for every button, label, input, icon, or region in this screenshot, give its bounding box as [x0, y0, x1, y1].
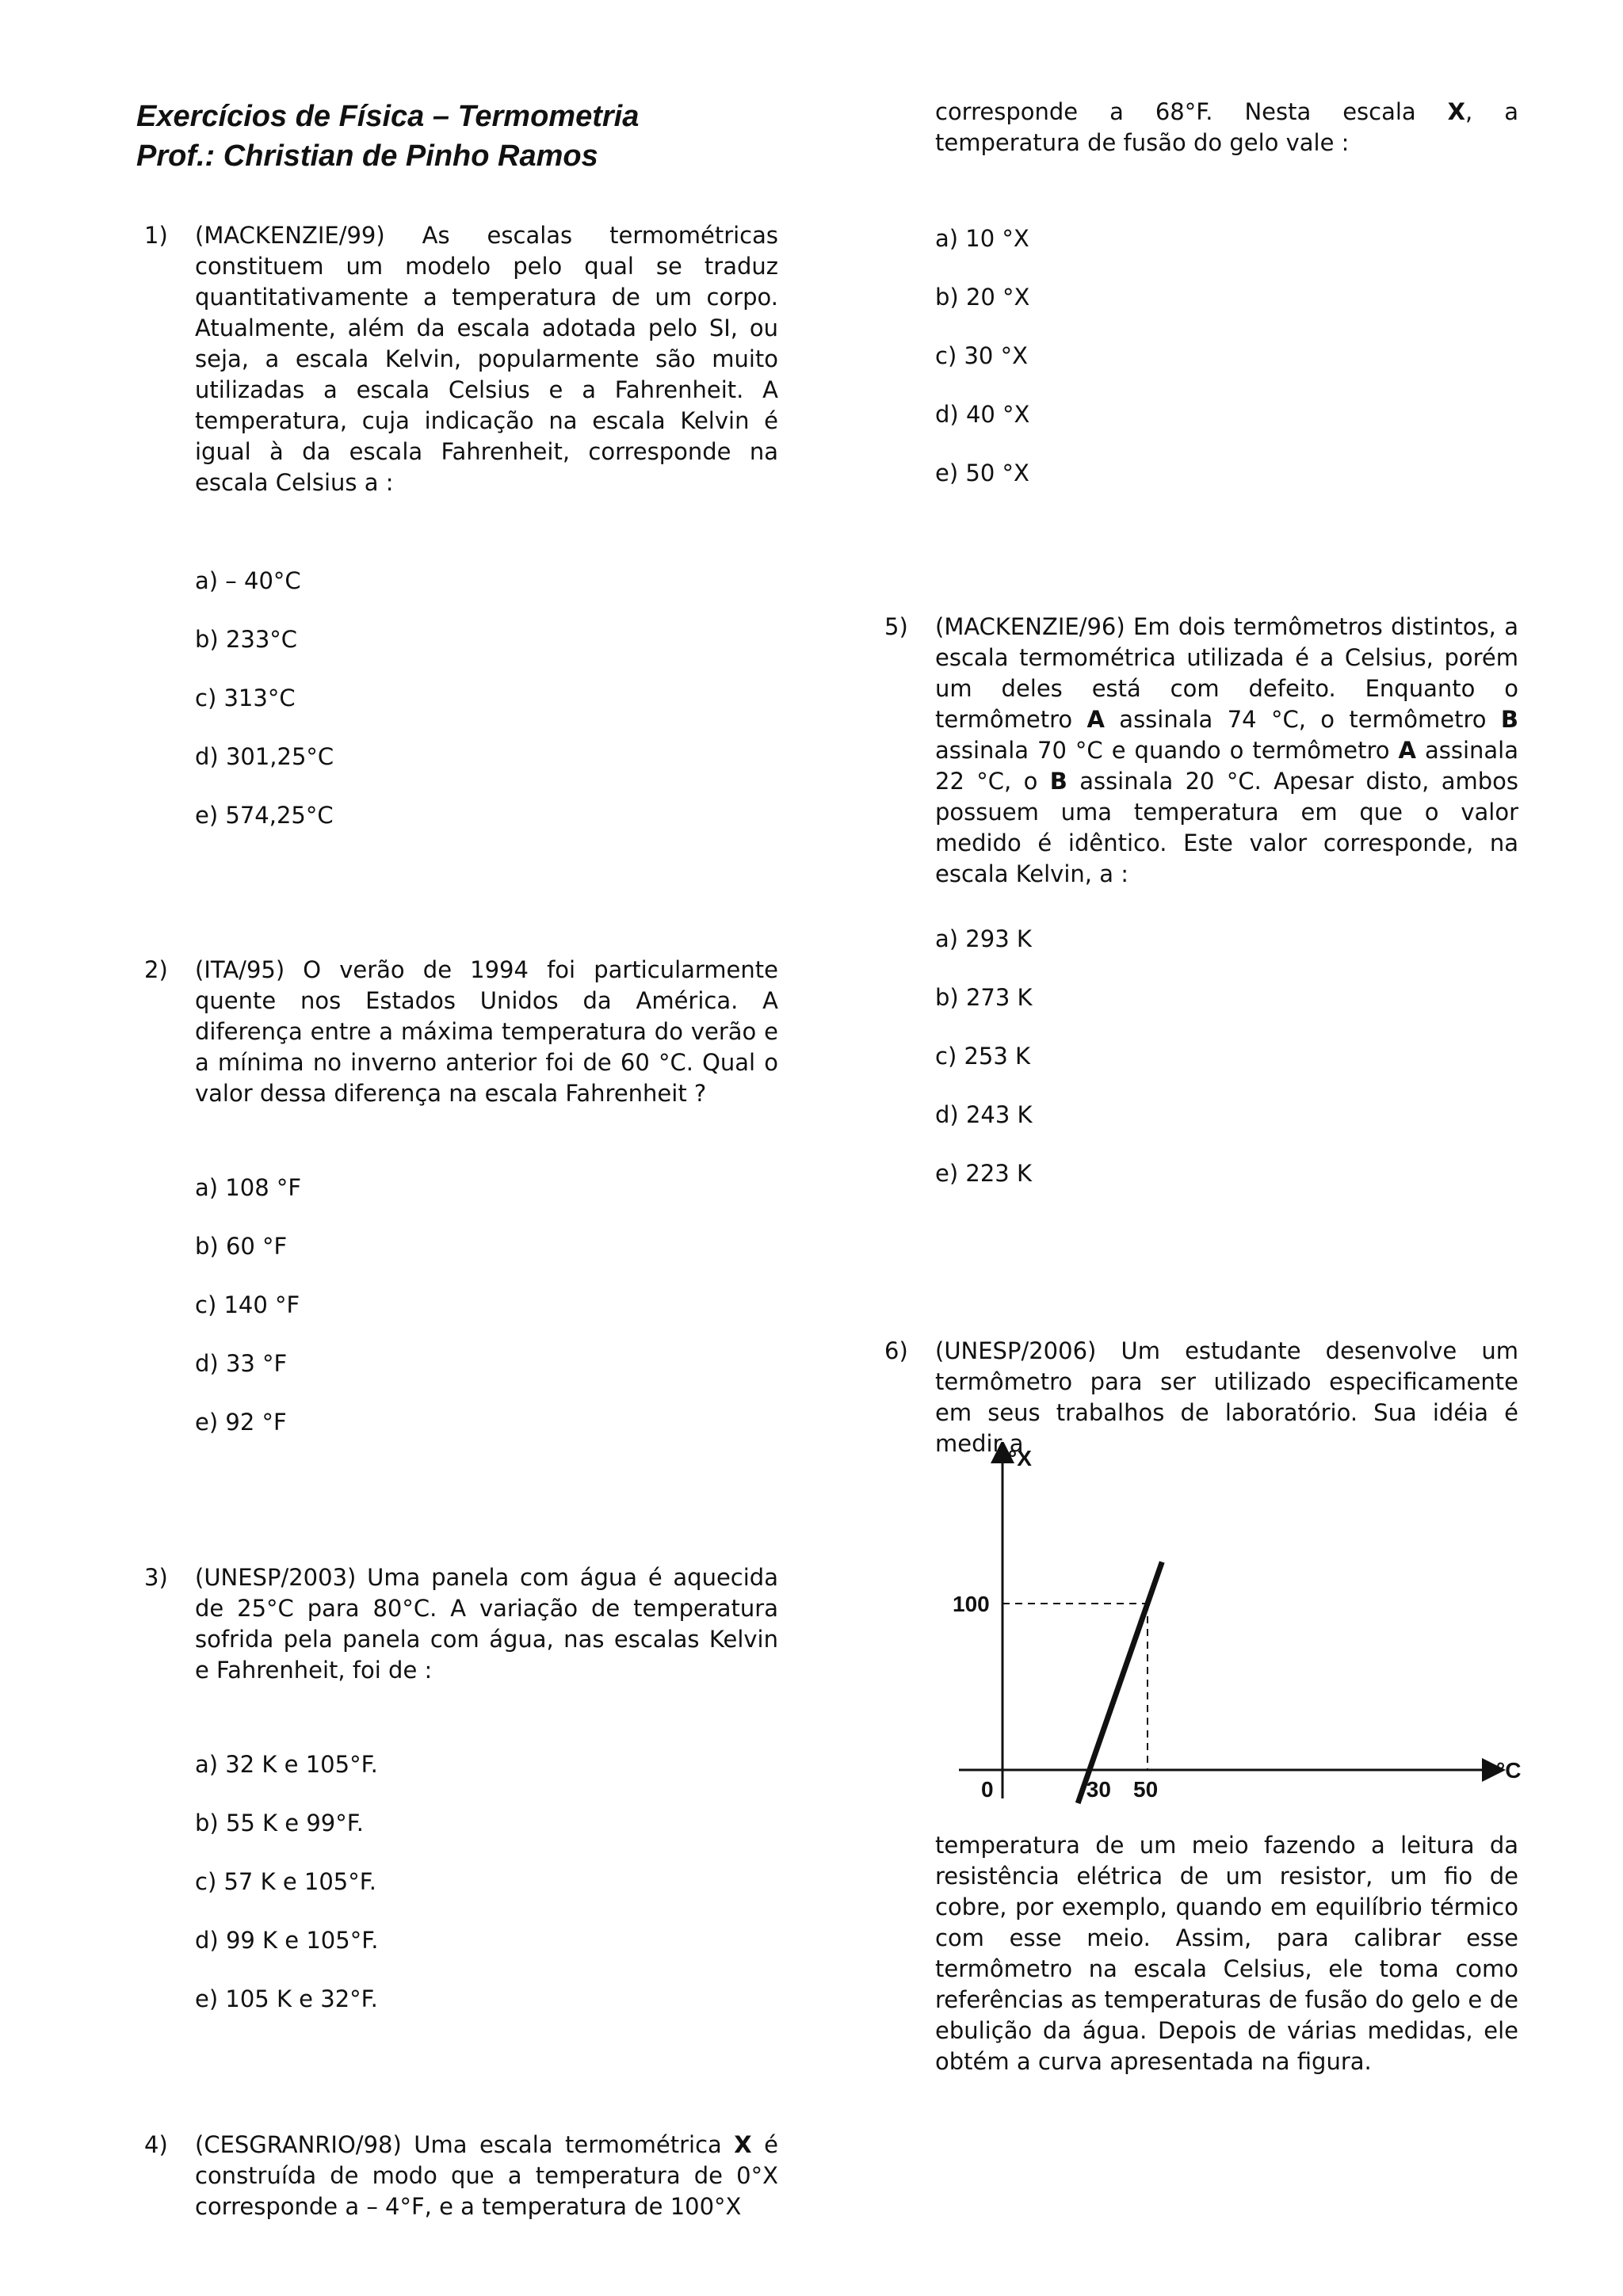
question-1-option-c[interactable]: c) 313°C — [195, 685, 296, 711]
author-line: Prof.: Christian de Pinho Ramos — [136, 139, 598, 173]
question-1-number: 1) — [144, 222, 168, 249]
question-4-text: (CESGRANRIO/98) Uma escala termométrica X é construída de modo que a temperatura de 0°X corresponde a – 4°F, e a temperatura de 100°X — [195, 2131, 778, 2220]
question-3-option-c[interactable]: c) 57 K e 105°F. — [195, 1868, 376, 1895]
origin-label: 0 — [981, 1777, 994, 1802]
question-4-option-a[interactable]: a) 10 °X — [935, 225, 1029, 252]
question-3-option-b[interactable]: b) 55 K e 99°F. — [195, 1810, 364, 1836]
question-2-text: (ITA/95) O verão de 1994 foi particularmente quente nos Estados Unidos da América. A diferença entre a máxima temperatura do verão e a mínima no inverno anterior foi de 60 °C. Qual o valor dessa diferença na escala Fahrenheit ? — [195, 956, 778, 1107]
question-3-option-e[interactable]: e) 105 K e 32°F. — [195, 1985, 378, 2012]
question-4-option-d[interactable]: d) 40 °X — [935, 401, 1030, 428]
question-5-text: (MACKENZIE/96) Em dois termômetros distintos, a escala termométrica utilizada é a Celsius, porém um deles está com defeito. Enquanto o termômetro A assinala 74 °C, o termômetro B assinala 70 °C e quando o termômetro A assinala 22 °C, o B assinala 20 °C. Apesar disto, ambos possuem uma temperatura em que o valor medido é idêntico. Este valor corresponde, na escala Kelvin, a : — [935, 613, 1518, 887]
question-4-option-b[interactable]: b) 20 °X — [935, 284, 1030, 311]
question-2-option-c[interactable]: c) 140 °F — [195, 1291, 300, 1318]
question-6-text: (UNESP/2006) Um estudante desenvolve um termômetro para ser utilizado especificamente em seus trabalhos de laboratório. Sua idéia é medir a — [935, 1337, 1518, 1457]
question-5-number: 5) — [884, 613, 908, 640]
question-6-continuation: temperatura de um meio fazendo a leitura da resistência elétrica de um resistor, um fio de cobre, por exemplo, quando em equilíbrio térmico com esse meio. Assim, para calibrar esse termômetro na escala Celsius, ele toma como referências as temperaturas de fusão do gelo e de ebulição da água. Depois de várias medidas, ele obtém a curva apresentada na figura. — [935, 1832, 1518, 2075]
question-1-option-a[interactable]: a) – 40°C — [195, 567, 301, 594]
question-4-number: 4) — [144, 2131, 168, 2158]
x-tick-label-50: 50 — [1133, 1777, 1159, 1802]
calibration-line — [1078, 1562, 1162, 1804]
question-5-option-d[interactable]: d) 243 K — [935, 1101, 1033, 1128]
document-title: Exercícios de Física – Termometria — [136, 100, 640, 133]
temperature-graph — [935, 1442, 1537, 1814]
question-2-option-d[interactable]: d) 33 °F — [195, 1350, 288, 1377]
question-3-text: (UNESP/2003) Uma panela com água é aquecida de 25°C para 80°C. A variação de temperatura sofrida pela panela com água, nas escalas Kelvin e Fahrenheit, foi de : — [195, 1564, 778, 1684]
x-tick-label-30: 30 — [1086, 1777, 1111, 1802]
y-axis-label: °X — [1008, 1446, 1032, 1470]
question-2-option-b[interactable]: b) 60 °F — [195, 1233, 288, 1260]
question-5-option-a[interactable]: a) 293 K — [935, 925, 1032, 952]
question-1-option-b[interactable]: b) 233°C — [195, 626, 298, 653]
question-5-option-e[interactable]: e) 223 K — [935, 1160, 1032, 1187]
question-5-option-c[interactable]: c) 253 K — [935, 1043, 1031, 1070]
question-2-option-e[interactable]: e) 92 °F — [195, 1409, 287, 1436]
question-3-option-d[interactable]: d) 99 K e 105°F. — [195, 1927, 379, 1954]
question-2-number: 2) — [144, 956, 168, 983]
question-3-number: 3) — [144, 1564, 168, 1591]
question-4-option-e[interactable]: e) 50 °X — [935, 460, 1029, 486]
question-5-option-b[interactable]: b) 273 K — [935, 984, 1033, 1011]
question-2-option-a[interactable]: a) 108 °F — [195, 1174, 302, 1201]
question-1-option-e[interactable]: e) 574,25°C — [195, 802, 334, 829]
question-1-text: (MACKENZIE/99) As escalas termométricas constituem um modelo pelo qual se traduz quantitativamente a temperatura de um corpo. Atualmente, além da escala adotada pelo SI, ou seja, a escala Kelvin, popularmente são muito utilizadas a escala Celsius e a Fahrenheit. A temperatura, cuja indicação na escala Kelvin é igual à da escala Fahrenheit, corresponde na escala Celsius a : — [195, 222, 778, 496]
y-tick-label-100: 100 — [953, 1592, 990, 1616]
question-6-number: 6) — [884, 1337, 908, 1364]
question-1-option-d[interactable]: d) 301,25°C — [195, 743, 334, 770]
question-3-option-a[interactable]: a) 32 K e 105°F. — [195, 1751, 378, 1778]
question-4-continuation: corresponde a 68°F. Nesta escala X, a temperatura de fusão do gelo vale : — [935, 98, 1518, 156]
x-axis-label: °C — [1496, 1758, 1522, 1783]
question-4-option-c[interactable]: c) 30 °X — [935, 342, 1028, 369]
